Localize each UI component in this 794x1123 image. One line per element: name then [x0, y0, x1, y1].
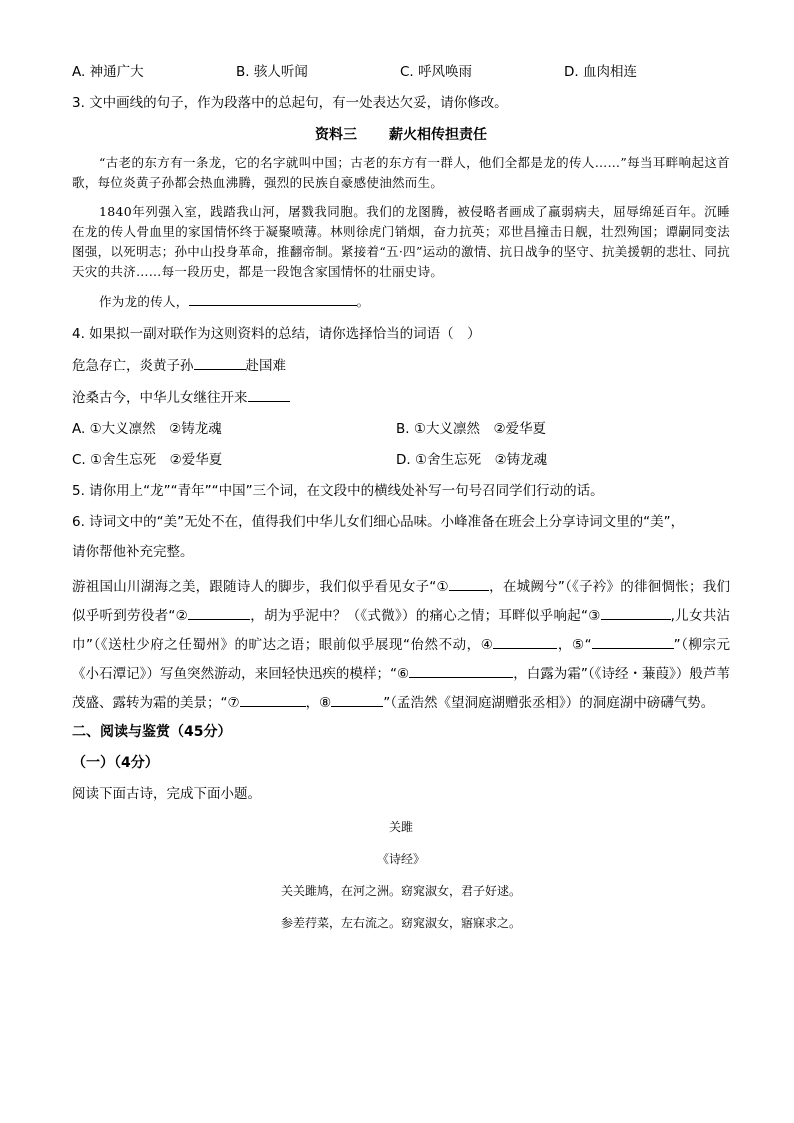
material3-heading	[72, 124, 730, 144]
q6-part-2: ，在城阙兮”（《子衿》的徘徊惆怅；我们似乎听到劳役者“②	[72, 579, 730, 624]
poem-title: 关雎	[388, 820, 413, 834]
blank-4[interactable]	[493, 634, 557, 649]
q4-option-d[interactable]: D. ①舍生忘死 ②铸龙魂	[396, 452, 548, 468]
couplet-line-2	[72, 387, 730, 408]
poem-line-2: 参差荇菜，左右流之。窈窕淑女，寤寐求之。	[280, 916, 521, 930]
blank-2[interactable]	[188, 605, 250, 620]
material3-paragraph-3	[72, 291, 730, 312]
q6-part-8: ，⑧	[305, 695, 332, 711]
couplet-blank-1[interactable]	[194, 355, 246, 370]
option-a[interactable]: A. 神通广大	[72, 64, 144, 80]
question-5: 5. 请你用上“龙”“青年”“中国”三个词，在文段中的横线处补写一句号召同学们行动的话。	[72, 483, 604, 499]
q4-option-b[interactable]: B. ①大义凛然 ②爱华夏	[396, 421, 547, 437]
couplet-2-text: 沧桑古今，中华儿女继往开来	[72, 390, 248, 406]
p3-suffix: 。	[356, 294, 370, 309]
q6-part-1: 游祖国山川湖海之美，跟随诗人的脚步，我们似乎看见女子“①	[72, 579, 449, 595]
p3-prefix: 作为龙的传人，	[99, 294, 189, 309]
blank-3[interactable]	[601, 605, 671, 620]
q6-part-6: ”（柳宗元《小石潭记》）写鱼突然游动，来回轻快迅疾的模样；“⑥	[72, 637, 730, 682]
answer-blank-slogan[interactable]	[189, 291, 357, 306]
blank-8[interactable]	[331, 692, 383, 707]
exam-page	[72, 62, 730, 946]
q6-part-4: ,儿女共沾巾”（《送杜少府之任蜀州》的旷达之语；眼前似乎展现“佁然不动，④	[72, 608, 730, 653]
q4-options-row-1	[72, 419, 730, 439]
question-6-body	[72, 573, 730, 718]
material3-paragraph-2: 1840年列强入室，践踏我山河，屠戮我同胞。我们的龙图腾，被侵略者画成了羸弱病夫，屈辱绵延百年。沉睡在龙的传人骨血里的家国情怀终于凝聚喷薄。林则徐虎门销烟，奋力抗英；邓世昌撞击日舰，壮烈殉国；谭嗣同变法图强，以死明志；孙中山投身革命，推翻帝制。紧接着“五·四”运动的激情、抗日战争的坚守、抗美援朝的悲壮、同抗天灾的共济……每一段历史，都是一段饱含家国情怀的壮丽史诗。	[72, 204, 730, 279]
couplet-blank-2[interactable]	[248, 387, 290, 402]
question-4: 4. 如果拟一副对联作为这则资料的总结，请你选择恰当的词语（ ）	[72, 326, 481, 342]
question-6-line-2: 请你帮他补充完整。	[72, 544, 194, 560]
poem-line-1: 关关雎鸠，在河之洲。窈窕淑女，君子好逑。	[280, 884, 521, 898]
question-3: 3. 文中画线的句子，作为段落中的总起句，有一处表达欠妥，请你修改。	[72, 95, 508, 111]
q6-part-9: ”（孟浩然《望洞庭湖赠张丞相》）的洞庭湖中磅礴气势。	[383, 695, 715, 711]
part-1-heading: （一）（4分）	[72, 755, 159, 771]
section-2-heading: 二、阅读与鉴赏（45分）	[72, 724, 232, 740]
q4-option-a[interactable]: A. ①大义凛然 ②铸龙魂	[72, 421, 222, 437]
couplet-1-text: 危急存亡，炎黄子孙	[72, 358, 194, 374]
q6-part-5: ，⑤“	[557, 637, 592, 653]
q4-option-c[interactable]: C. ①舍生忘死 ②爱华夏	[72, 452, 223, 468]
option-c[interactable]: C. 呼风唤雨	[400, 64, 473, 80]
option-d[interactable]: D. 血肉相连	[564, 64, 637, 80]
blank-6[interactable]	[409, 663, 513, 678]
couplet-1-end: 赴国难	[245, 358, 286, 374]
material3-title: 薪火相传担责任	[389, 127, 487, 143]
option-b[interactable]: B. 骇人听闻	[236, 64, 308, 80]
reading-instruction: 阅读下面古诗，完成下面小题。	[72, 786, 261, 802]
question-6-line-1: 6. 诗词文中的“美”无处不在，值得我们中华儿女们细心品味。小峰准备在班会上分享诗词文里的“美”，	[72, 514, 685, 530]
q6-part-7: ，白露为霜”（《诗经・蒹葭》）般芦苇茂盛、露转为霜的美景；“⑦	[72, 666, 730, 711]
q2-options	[72, 62, 730, 82]
couplet-line-1	[72, 355, 730, 376]
blank-5[interactable]	[592, 634, 674, 649]
blank-1[interactable]	[449, 576, 489, 591]
q6-part-3: ，胡为乎泥中？（《式微》）的痛心之情；耳畔似乎响起“③	[250, 608, 601, 624]
material3-label: 资料三	[315, 127, 357, 143]
blank-7[interactable]	[240, 692, 306, 707]
poem-source: 《诗经》	[376, 852, 425, 866]
material3-paragraph-1: “古老的东方有一条龙，它的名字就叫中国；古老的东方有一群人，他们全都是龙的传人……”每当耳畔响起这首歌，每位炎黄子孙都会热血沸腾，强烈的民族自豪感使油然而生。	[72, 155, 730, 190]
q4-options-row-2	[72, 450, 730, 470]
